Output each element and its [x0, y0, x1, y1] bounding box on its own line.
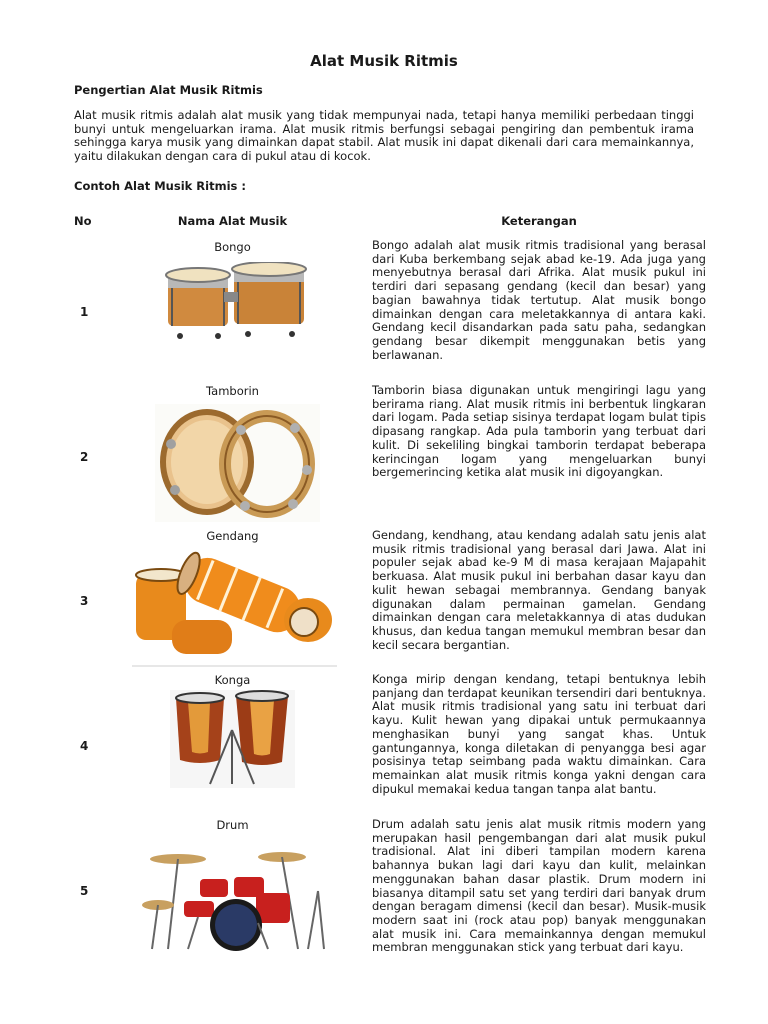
row-5-description: Drum adalah satu jenis alat musik ritmis modern yang merupakan hasil pengembangan dari alat musik pukul tradisional. Alat ini diberi tampilan modern karena bahannya bukan lagi dari kayu dan kulit, melainkan menggunakan bahan dasar plastik. Drum modern ini biasanya ditampil satu set yang terdiri dari banyak drum dengan beragam dimensi (kecil dan besar). Musik-musik modern saat ini (rock atau pop) banyak menggunakan alat musik ini. Cara memainkannya dengan memukul membran menggunakan stick yang terbuat dari kayu.: [372, 817, 706, 955]
conga-image: [170, 690, 295, 788]
drum-set-image: [138, 845, 333, 953]
row-5-number: 5: [80, 884, 89, 898]
row-3-number: 3: [80, 594, 89, 608]
row-4-number: 4: [80, 739, 89, 753]
column-header-description: Keterangan: [501, 214, 577, 228]
row-3-description: Gendang, kendhang, atau kendang adalah satu jenis alat musik ritmis tradisional yang berasal dari Jawa. Alat ini populer sejak abad ke-9 M di masa kerajaan Majapahit berkuasa. Alat musik pukul ini berbahan dasar kayu dan kulit hewan sebagai membrannya. Gendang banyak digunakan dalam permainan gamelan. Gendang dimainkan dengan cara meletakkannya di atas dudukan khusus, dan kedua tangan memukul membran besar dan kecil secara bergantian.: [372, 528, 706, 652]
column-header-no: No: [74, 214, 92, 228]
page-title: Alat Musik Ritmis: [310, 52, 458, 70]
row-1-number: 1: [80, 305, 89, 319]
bongo-image: [158, 262, 313, 344]
tambourine-image: [155, 404, 320, 522]
row-5-name: Drum: [216, 818, 249, 832]
row-2-name: Tamborin: [206, 384, 259, 398]
row-3-name: Gendang: [206, 529, 259, 543]
definition-heading: Pengertian Alat Musik Ritmis: [74, 83, 263, 97]
row-2-description: Tamborin biasa digunakan untuk mengiringi lagu yang berirama riang. Alat musik ritmis ini berbentuk lingkaran dari logam. Pada setiap sisinya terdapat logam bulat tipis dipasang rangkap. Ada pula tamborin yang terbuat dari kulit. Di sekeliling bingkai tamborin terdapat beberapa kerincingan logam yang mengeluarkan bunyi bergemerincing ketika alat musik ini digoyangkan.: [372, 383, 706, 480]
intro-paragraph: Alat musik ritmis adalah alat musik yang tidak mempunyai nada, tetapi hanya memiliki perbedaan tinggi bunyi untuk mengeluarkan irama. Alat musik ritmis berfungsi sebagai pengiring dan pembentuk irama sehingga karya musik yang dimainkan dapat stabil. Alat musik ini dapat dikenali dari cara memainkannya, yaitu dilakukan dengan cara di pukul atau di kocok.: [74, 108, 694, 164]
row-1-name: Bongo: [214, 240, 251, 254]
row-1-description: Bongo adalah alat musik ritmis tradisional yang berasal dari Kuba berkembang sejak abad ke-19. Ada juga yang menyebutnya berasal dari Afrika. Alat musik pukul ini terdiri dari sepasang gendang (kecil dan besar) yang bagian bawahnya tidak tertutup. Alat musik bongo dimainkan dengan cara meletakkannya di antara kaki. Gendang kecil disandarkan pada satu paha, sedangkan gendang besar dikempit menggunakan betis yang berlawanan.: [372, 238, 706, 362]
column-header-name: Nama Alat Musik: [177, 214, 288, 228]
row-4-description: Konga mirip dengan kendang, tetapi bentuknya lebih panjang dan terdapat keunikan tersendiri dari bentuknya. Alat musik ritmis tradisional yang satu ini terbuat dari kayu. Kulit hewan yang dipakai untuk permukaannya menghasikan bunyi yang sangat khas. Untuk gantungannya, konga diletakan di penyangga besi agar posisinya tetap seimbang pada waktu dimainkan. Cara memainkan alat musik ritmis konga yakni dengan cara dipukul memakai kedua tangan tanpa alat bantu.: [372, 672, 706, 796]
gendang-image: [132, 550, 337, 668]
row-4-name: Konga: [214, 673, 251, 687]
examples-heading: Contoh Alat Musik Ritmis :: [74, 179, 246, 193]
row-2-number: 2: [80, 450, 89, 464]
